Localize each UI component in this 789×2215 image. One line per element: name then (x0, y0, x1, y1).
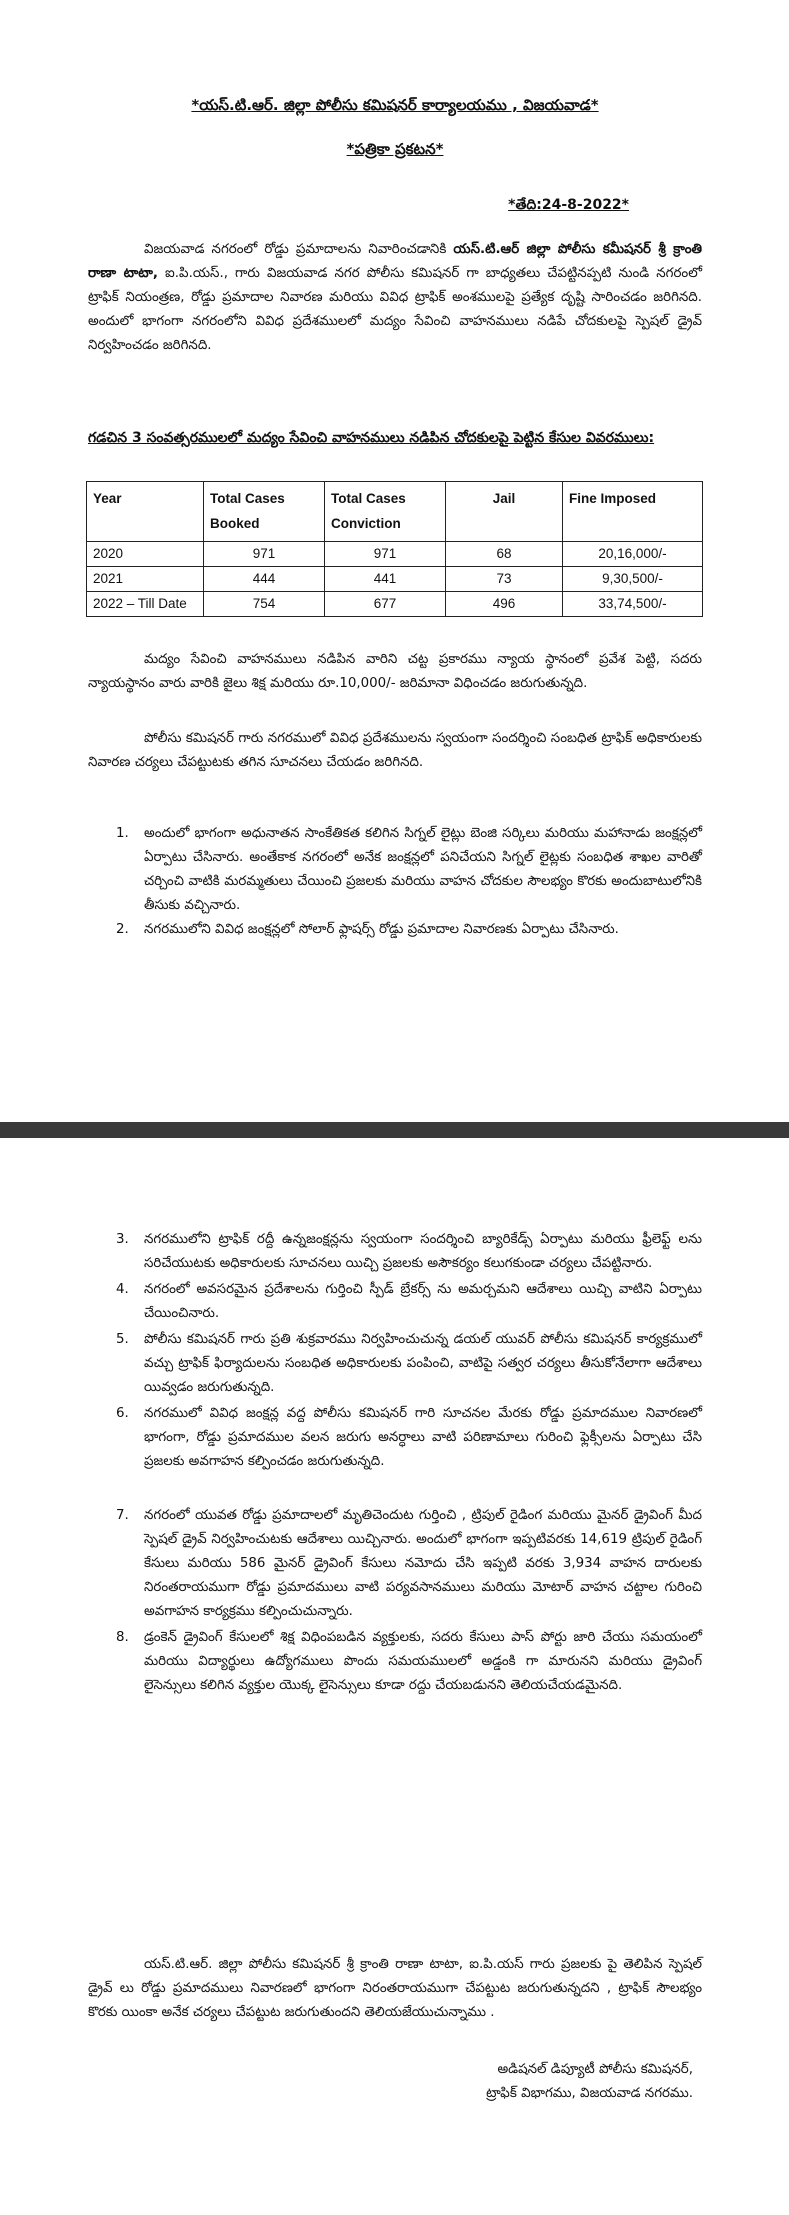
commissioner-name: యస్.టి.ఆర్ జిల్లా పోలీసు కమీషనర్ శ్రీ క్రాంతి రాణా టాటా, (88, 242, 702, 281)
cell-booked: 971 (204, 542, 325, 567)
release-date: *తేది:24-8-2022* (508, 197, 629, 213)
list-item-text: నగరములోని వివిధ జంక్షన్లలో సోలార్ ఫ్లాషర్స్ రోడ్డు ప్రమాదాల నివారణకు ఏర్పాటు చేసినారు. (144, 922, 619, 937)
list-item-text: అందులో భాగంగా అధునాతన సాంకేతికత కలిగిన సిగ్నల్ లైట్లు బెంజి సర్కిలు మరియు మహానాడు జంక్షన్లలో ఏర్పాటు చేసినారు. అంతేకాక నగరంలో అనేక జంక్షన్లలో పనిచేయని సిగ్నల్ లైట్లకు సంబధిత శాఖల వారితో చర్చించి వాటికి మరమ్మతులు చేయించి ప్రజలకు మరియు వాహన చోదకుల సౌలభ్యం కొరకు అందుబాటులోనికి తీసుకు వచ్చినారు. (144, 826, 702, 913)
signature-designation: అడిషనల్ డిప్యూటీ పోలీసు కమిషనర్, (497, 2062, 693, 2077)
cell-conviction: 677 (325, 592, 446, 617)
document-page-2 (0, 1138, 789, 2215)
cell-conviction: 971 (325, 542, 446, 567)
table-section-title: గడచిన 3 సంవత్సరములలో మద్యం సేవించి వాహనములు నడిపిన చోదకులపై పెట్టిన కేసుల వివరములు: (88, 430, 655, 446)
press-release-heading: *పత్రికా ప్రకటన* (346, 140, 444, 158)
list-item-text: నగరంలో అవసరమైన ప్రదేశాలను గుర్తించి స్పీడ్ బ్రేకర్స్ ను అమర్చమని ఆదేశాలు యిచ్చి వాటిని ఏర్పాటు చేయించినారు. (144, 1282, 702, 1321)
list-item-number: 5. (116, 1332, 129, 1347)
col-conviction: Total Cases Conviction (325, 482, 446, 542)
list-item-number: 8. (116, 1630, 129, 1645)
list-item-text: నగరములోని ట్రాఫిక్ రద్దీ ఉన్నజంక్షన్లను స్వయంగా సందర్శించి బ్యారికేడ్స్ ఏర్పాటు మరియు ఫ్రీలెఫ్ట్ లను సరిచేయుటకు అధికారులకు సూచనలు యిచ్చి ప్రజలకు అసౌకర్యం కలుగకుండా చర్యలు చేపట్టినారు. (144, 1232, 702, 1271)
page-divider (0, 1122, 789, 1138)
table-header-row (87, 482, 703, 542)
table-row (87, 567, 703, 592)
cell-year: 2020 (87, 542, 204, 567)
measures-list-part-1 (116, 822, 702, 942)
signature-department: ట్రాఫిక్ విభాగము, విజయవాడ నగరము. (486, 2086, 693, 2101)
list-item (116, 822, 702, 918)
intro-text-1: విజయవాడ నగరంలో రోడ్డు ప్రమాదాలను నివారించడానికి (144, 242, 454, 257)
col-jail: Jail (446, 482, 563, 542)
cell-fine: 9,30,500/- (563, 567, 703, 592)
cell-fine: 20,16,000/- (563, 542, 703, 567)
list-item (116, 1626, 702, 1698)
list-item-text: నగరంలో యువత రోడ్డు ప్రమాదాలలో మృతిచెందుట గుర్తించి , ట్రిపుల్ రైడింగ మరియు మైనర్ డ్రైవింగ్ మీద స్పెషల్ డ్రైవ్ నిర్వహించుటకు ఆదేశాలు యిచ్చినారు. అందులో భాగంగా ఇప్పటివరకు 14,619 ట్రిపుల్ రైడింగ్ కేసులు మరియు 586 మైనర్ డ్రైవింగ్ కేసులు నమోదు చేసి ఇప్పటి వరకు 3,934 వాహన దారులకు నిరంతరాయముగా రోడ్డు ప్రమాదములు వాటి పర్యవసానములు మరియు మోటార్ వాహన చట్టాల గురించి అవగాహన కార్యక్రము కల్పించుచున్నారు. (144, 1508, 702, 1619)
cell-conviction: 441 (325, 567, 446, 592)
commissioner-visit-paragraph: పోలీసు కమిషనర్ గారు నగరములో వివిధ ప్రదేశములను స్వయంగా సందర్శించి సంబధిత ట్రాఫిక్ అధికారులకు నివారణ చర్యలు చేపట్టుటకు తగిన సూచనలు చేయడం జరిగినది. (88, 731, 702, 770)
list-item-number: 6. (116, 1406, 129, 1421)
col-fine: Fine Imposed (563, 482, 703, 542)
list-item (116, 918, 702, 942)
list-item-number: 1. (116, 826, 129, 841)
court-paragraph: మద్యం సేవించి వాహనములు నడిపిన వారిని చట్ట ప్రకారము న్యాయ స్థానంలో ప్రవేశ పెట్టి, సదరు న్యాయస్థానం వారు వారికి జైలు శిక్ష మరియు రూ.10,000/- జరిమానా విధించడం జరుగుతున్నది. (88, 652, 702, 691)
cell-year: 2022 – Till Date (87, 592, 204, 617)
cell-year: 2021 (87, 567, 204, 592)
cell-jail: 73 (446, 567, 563, 592)
intro-paragraph (88, 238, 702, 358)
signature-block (486, 2058, 693, 2106)
table-row (87, 542, 703, 567)
list-item (116, 1504, 702, 1624)
list-item-text: డ్రంకెన్ డ్రైవింగ్ కేసులలో శిక్ష విధింపబడిన వ్యక్తులకు, సదరు కేసులు పాస్ పోర్టు జారి చేయు సమయంలో మరియు విద్యార్థులు ఉద్యోగములు పొందు సమయములలో అడ్డంకి గా మారునని మరియు డ్రైవింగ్ లైసెన్సులు కలిగిన వ్యక్తుల యొక్క లైసెన్సులు కూడా రద్దు చేయబడునని తెలియచేయడమైనది. (144, 1630, 702, 1693)
list-item (116, 1228, 702, 1276)
col-booked: Total Cases Booked (204, 482, 325, 542)
office-title: *యస్.టి.ఆర్. జిల్లా పోలీసు కమిషనర్ కార్యాలయము , విజయవాడ* (191, 96, 599, 114)
cases-table (86, 481, 703, 617)
list-item-text: నగరములో వివిధ జంక్షన్ల వద్ద పోలీసు కమిషనర్ గారి సూచనల మేరకు రోడ్డు ప్రమాదముల నివారణలో భాగంగా, రోడ్డు ప్రమాదముల వలన జరుగు అనర్ధాలు వాటి పరిణామాలు గురించి ఫ్లెక్సీలను ఏర్పాటు చేసి ప్రజలకు అవగాహన కల్పించడం జరుగుతున్నది. (144, 1406, 702, 1469)
measures-list-part-2 (116, 1228, 702, 1698)
table-row (87, 592, 703, 617)
col-year: Year (87, 482, 204, 542)
cell-fine: 33,74,500/- (563, 592, 703, 617)
list-item (116, 1278, 702, 1326)
list-item (116, 1328, 702, 1400)
list-item-text: పోలీసు కమిషనర్ గారు ప్రతి శుక్రవారము నిర్వహించుచున్న డయల్ యువర్ పోలీసు కమిషనర్ కార్యక్రములో వచ్చు ట్రాఫిక్ ఫిర్యాదులను సంబధిత అధికారులకు పంపించి, వాటిపై సత్వర చర్యలు తీసుకోనేలాగా ఆదేశాలు యివ్వడం జరుగుతున్నది. (144, 1332, 702, 1395)
cell-booked: 444 (204, 567, 325, 592)
cell-booked: 754 (204, 592, 325, 617)
closing-paragraph: యస్.టి.ఆర్. జిల్లా పోలీసు కమిషనర్ శ్రీ క్రాంతి రాణా టాటా, ఐ.పి.యస్ గారు ప్రజలకు పై తెలిపిన స్పెషల్ డ్రైవ్ లు రోడ్డు ప్రమాదములు నివారణలో భాగంగా నిరంతరాయముగా చేపట్టుట జరుగుతున్నదని , ట్రాఫిక్ సౌలభ్యం కొరకు యింకా అనేక చర్యలు చేపట్టుట జరుగుతుందని తెలియజేయుచున్నాము . (88, 1957, 702, 2020)
intro-text-2: ఐ.పి.యస్., గారు విజయవాడ నగర పోలీసు కమిషనర్ గా బాధ్యతలు చేపట్టినప్పటి నుండి నగరంలో ట్రాఫిక్ నియంత్రణ, రోడ్డు ప్రమాదాల నివారణ మరియు వివిధ ట్రాఫిక్ అంశములపై ప్రత్యేక దృష్టి సారించడం జరిగినది. అందులో భాగంగా నగరంలోని వివిధ ప్రదేశములలో మద్యం సేవించి వాహనములు నడిపే చోదకులపై స్పెషల్ డ్రైవ్ నిర్వహించడం జరిగినది. (88, 266, 702, 353)
cell-jail: 68 (446, 542, 563, 567)
list-item-number: 2. (116, 922, 129, 937)
list-item-number: 3. (116, 1232, 129, 1247)
list-item-number: 4. (116, 1282, 129, 1297)
list-item (116, 1402, 702, 1474)
cell-jail: 496 (446, 592, 563, 617)
list-item-number: 7. (116, 1508, 129, 1523)
